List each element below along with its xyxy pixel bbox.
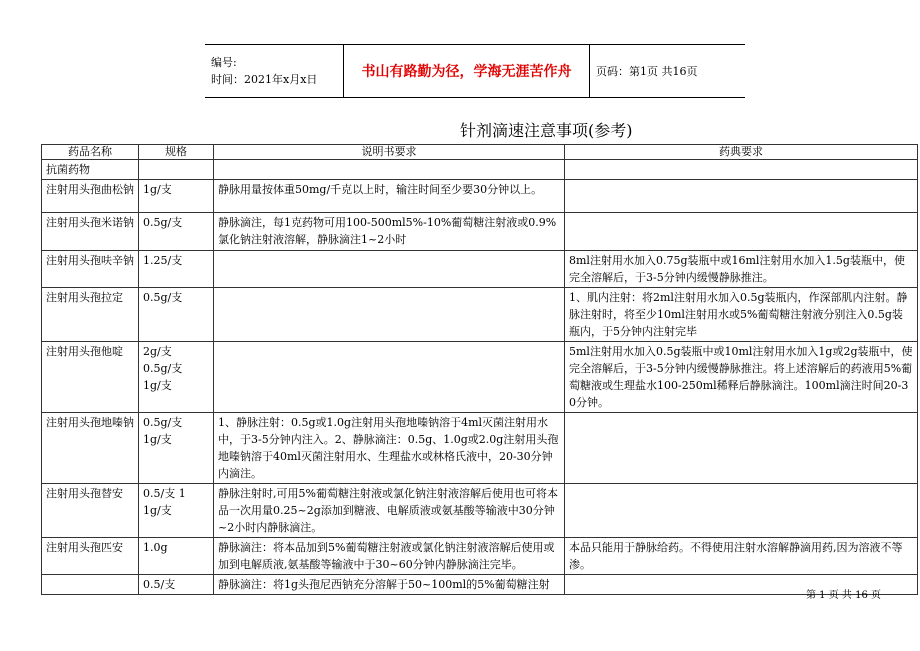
table-row [42, 484, 918, 538]
drug-spec: 0.5g/支 1g/支 [139, 413, 214, 484]
col-header-manual: 说明书要求 [214, 145, 565, 160]
drug-spec: 0.5g/支 [139, 213, 214, 251]
drug-name: 注射用头孢米诺钠 [42, 213, 139, 251]
section-row [42, 160, 918, 180]
number-label: 编号: [211, 56, 237, 69]
drug-spec: 1.0g [139, 538, 214, 575]
drug-name: 注射用头孢拉定 [42, 288, 139, 342]
drug-name: 注射用头孢替安 [42, 484, 139, 538]
pharmacopoeia-requirement [565, 180, 918, 213]
drug-name [42, 575, 139, 595]
manual-requirement [214, 251, 565, 288]
manual-requirement: 静脉注射时,可用5%葡萄糖注射液或氯化钠注射液溶解后使用也可将本品一次用量0.25~2g添加到糖液、电解质液或氨基酸等输液中30分钟~2小时内静脉滴注。 [214, 484, 565, 538]
pharmacopoeia-requirement: 1、肌内注射：将2ml注射用水加入0.5g装瓶内，作深部肌内注射。静脉注射时，将至少10ml注射用水或5%葡萄糖注射液分别注入0.5g装瓶内，于5分钟内注射完毕 [565, 288, 918, 342]
drug-spec: 2g/支 0.5g/支 1g/支 [139, 342, 214, 413]
table-row [42, 180, 918, 213]
manual-requirement: 静脉滴注，每1克药物可用100-500ml5%-10%葡萄糖注射液或0.9%氯化钠注射液溶解，静脉滴注1~2小时 [214, 213, 565, 251]
col-header-name: 药品名称 [42, 145, 139, 160]
table-header-row [42, 145, 918, 160]
page-label: 页码：第1页 共16页 [596, 65, 698, 78]
time-label: 时间：2021年x月x日 [211, 73, 318, 86]
document-header [205, 44, 745, 98]
drug-name: 注射用头孢他啶 [42, 342, 139, 413]
drug-spec: 1.25/支 [139, 251, 214, 288]
table-row [42, 575, 918, 595]
drug-name: 注射用头孢匹安 [42, 538, 139, 575]
manual-requirement: 1、静脉注射：0.5g或1.0g注射用头孢地嗪钠溶于4ml灭菌注射用水中，于3-5分钟内注入。2、静脉滴注：0.5g、1.0g或2.0g注射用头孢地嗪钠溶于40ml灭菌注射用水、生理盐水或林格氏液中，20-30分钟内滴注。 [214, 413, 565, 484]
table-row [42, 213, 918, 251]
col-header-spec: 规格 [139, 145, 214, 160]
page-title: 针剂滴速注意事项(参考) [460, 121, 633, 140]
drug-name: 注射用头孢曲松钠 [42, 180, 139, 213]
pharmacopoeia-requirement: 8ml注射用水加入0.75g装瓶中或16ml注射用水加入1.5g装瓶中，使完全溶解后，于3-5分钟内缓慢静脉推注。 [565, 251, 918, 288]
drug-table [41, 144, 918, 595]
col-header-pharmacopoeia: 药典要求 [565, 145, 918, 160]
drug-name: 注射用头孢呋辛钠 [42, 251, 139, 288]
pharmacopoeia-requirement [565, 413, 918, 484]
table-row [42, 413, 918, 484]
drug-spec: 0.5g/支 [139, 288, 214, 342]
manual-requirement: 静脉滴注：将1g头孢尼西钠充分溶解于50~100ml的5%葡萄糖注射 [214, 575, 565, 595]
table-row [42, 288, 918, 342]
table-row [42, 251, 918, 288]
manual-requirement [214, 288, 565, 342]
manual-requirement: 静脉用量按体重50mg/千克以上时，输注时间至少要30分钟以上。 [214, 180, 565, 213]
motto: 书山有路勤为径，学海无涯苦作舟 [344, 45, 590, 97]
page-footer: 第 1 页 共 16 页 [806, 590, 881, 601]
drug-spec: 0.5/支 1 1g/支 [139, 484, 214, 538]
table-row [42, 342, 918, 413]
drug-name: 注射用头孢地嗪钠 [42, 413, 139, 484]
pharmacopoeia-requirement [565, 213, 918, 251]
manual-requirement [214, 342, 565, 413]
pharmacopoeia-requirement [565, 484, 918, 538]
drug-spec: 0.5/支 [139, 575, 214, 595]
header-meta [205, 45, 344, 97]
pharmacopoeia-requirement: 本品只能用于静脉给药。不得使用注射水溶解静滴用药,因为溶液不等渗。 [565, 538, 918, 575]
drug-spec: 1g/支 [139, 180, 214, 213]
section-label: 抗菌药物 [42, 160, 139, 180]
manual-requirement: 静脉滴注：将本品加到5%葡萄糖注射液或氯化钠注射液溶解后使用或加到电解质液,氨基酸等输液中于30~60分钟内静脉滴注完毕。 [214, 538, 565, 575]
pharmacopoeia-requirement: 5ml注射用水加入0.5g装瓶中或10ml注射用水加入1g或2g装瓶中，使完全溶解后，于3-5分钟内缓慢静脉推注。将上述溶解后的药液用5%葡萄糖液或生理盐水100-250ml稀释后静脉滴注。100ml滴注时间20-30分钟。 [565, 342, 918, 413]
table-row [42, 538, 918, 575]
